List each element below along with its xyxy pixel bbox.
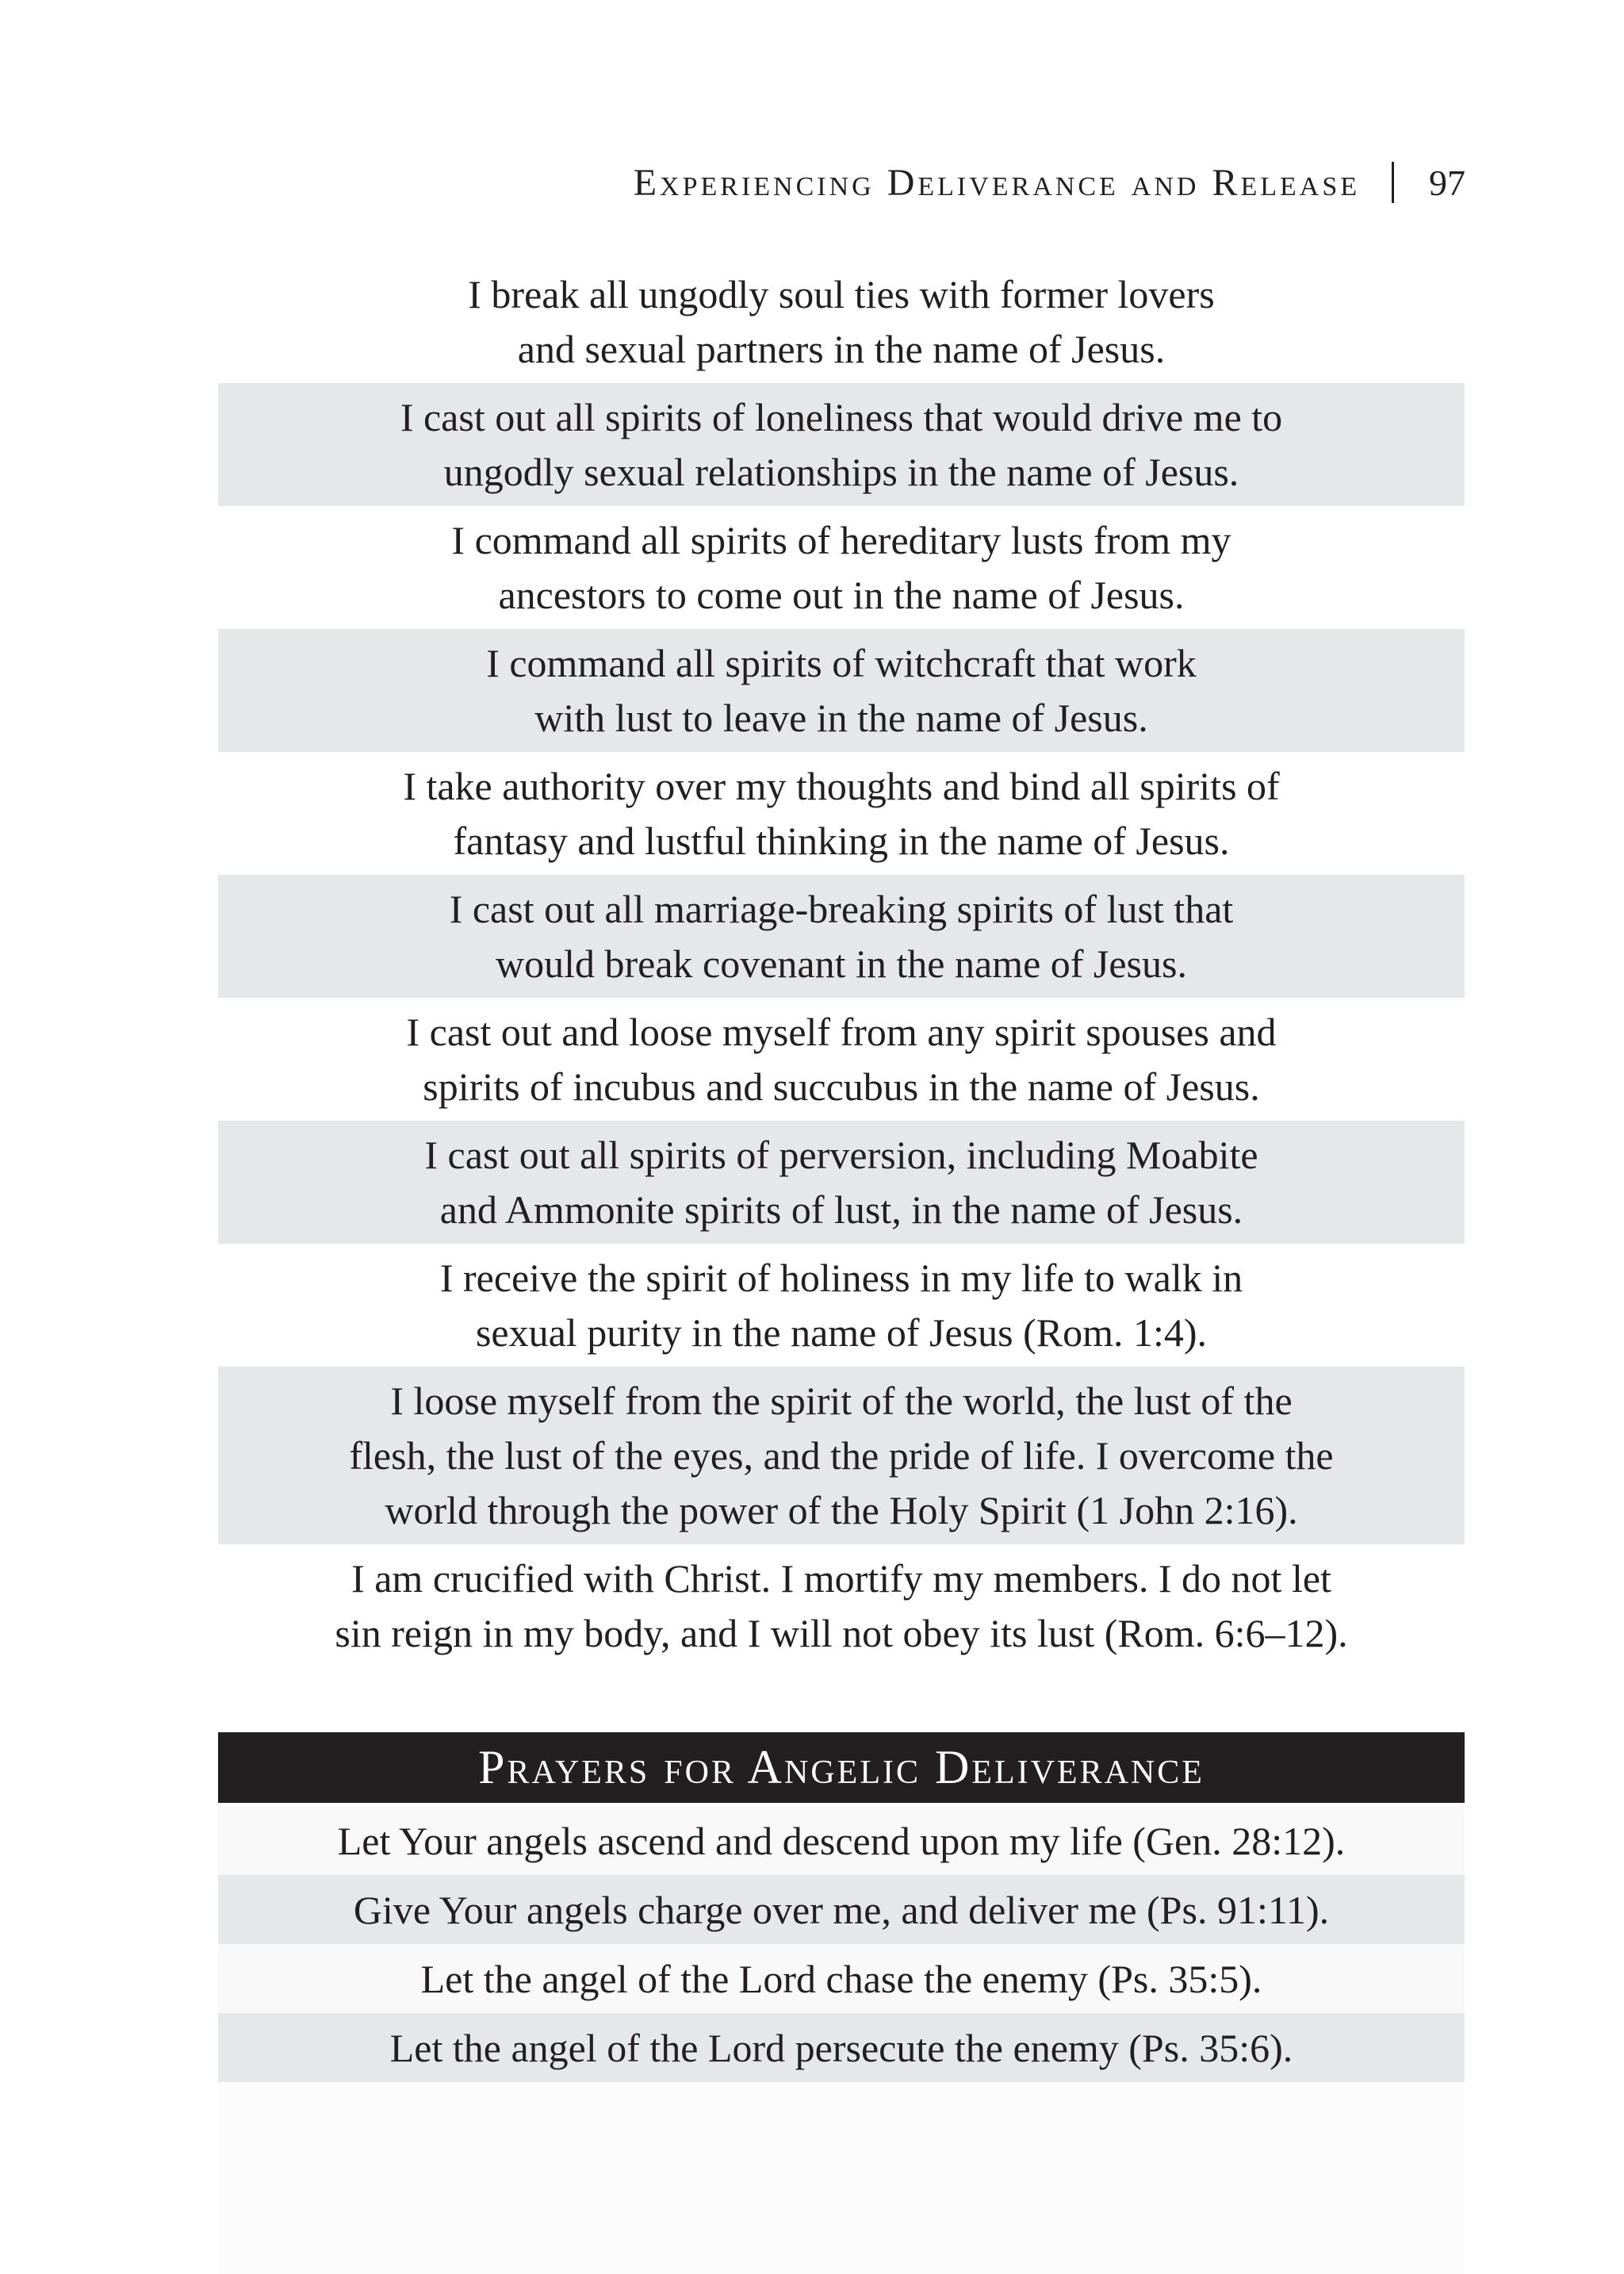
prayer-line: and sexual partners in the name of Jesus. [517,326,1166,371]
prayer-row [218,1367,1465,1544]
prayer-line: would break covenant in the name of Jesus. [496,941,1187,986]
prayer-row [218,1121,1465,1244]
angelic-prayer-row: Let the angel of the Lord chase the enemy (Ps. 35:5). [218,1944,1465,2013]
prayer-row [218,260,1465,383]
prayer-line: I loose myself from the spirit of the world, the lust of the [390,1378,1293,1423]
prayer-line: I break all ungodly soul ties with former lovers [468,271,1215,316]
prayer-line: sin reign in my body, and I will not obey its lust (Rom. 6:6–12). [335,1610,1348,1655]
prayer-line: I cast out and loose myself from any spirit spouses and [406,1009,1277,1054]
prayer-line: I cast out all spirits of loneliness that would drive me to [400,394,1283,439]
prayer-row [218,1544,1465,1667]
page-number: 97 [1429,162,1465,203]
prayer-line: I am crucified with Christ. I mortify my members. I do not let [351,1555,1331,1601]
prayer-line: I command all spirits of hereditary lusts from my [451,517,1231,562]
prayer-line: world through the power of the Holy Spirit (1 John 2:16). [385,1487,1298,1532]
angelic-prayer-row: Let the angel of the Lord persecute the enemy (Ps. 35:6). [218,2013,1465,2082]
angelic-prayer-row: Give Your angels charge over me, and deliver me (Ps. 91:11). [218,1875,1465,1944]
prayer-line: I receive the spirit of holiness in my life to walk in [439,1255,1243,1300]
prayer-line: I cast out all marriage-breaking spirits of lust that [449,886,1234,931]
prayer-line: fantasy and lustful thinking in the name of Jesus. [453,818,1230,863]
running-head [634,155,1465,210]
section-heading: Prayers for Angelic Deliverance [218,1732,1465,1803]
prayer-line: spirits of incubus and succubus in the name of Jesus. [423,1064,1260,1109]
prayer-line: with lust to leave in the name of Jesus. [534,695,1148,740]
prayer-row [218,383,1465,506]
prayer-row [218,998,1465,1121]
page-bottom-area [218,2082,1465,2274]
prayer-line: sexual purity in the name of Jesus (Rom. 1:4). [475,1310,1208,1355]
prayer-row [218,629,1465,752]
running-head-divider [1392,162,1394,203]
prayer-line: I take authority over my thoughts and bind all spirits of [403,763,1280,808]
prayer-list [218,260,1465,1667]
prayer-line: and Ammonite spirits of lust, in the name of Jesus. [439,1187,1243,1232]
prayer-line: I cast out all spirits of perversion, including Moabite [424,1132,1258,1177]
prayer-line: flesh, the lust of the eyes, and the pride of life. I overcome the [349,1432,1334,1478]
angelic-prayer-list [218,1806,1465,2082]
angelic-prayer-row: Let Your angels ascend and descend upon my life (Gen. 28:12). [218,1806,1465,1875]
prayer-line: ancestors to come out in the name of Jesus. [498,572,1185,617]
running-head-title: Experiencing Deliverance and Release [633,161,1360,204]
prayer-line: ungodly sexual relationships in the name of Jesus. [443,449,1239,494]
prayer-row [218,506,1465,629]
prayer-row [218,875,1465,998]
prayer-row [218,752,1465,875]
prayer-line: I command all spirits of witchcraft that work [486,640,1197,685]
prayer-row [218,1244,1465,1367]
